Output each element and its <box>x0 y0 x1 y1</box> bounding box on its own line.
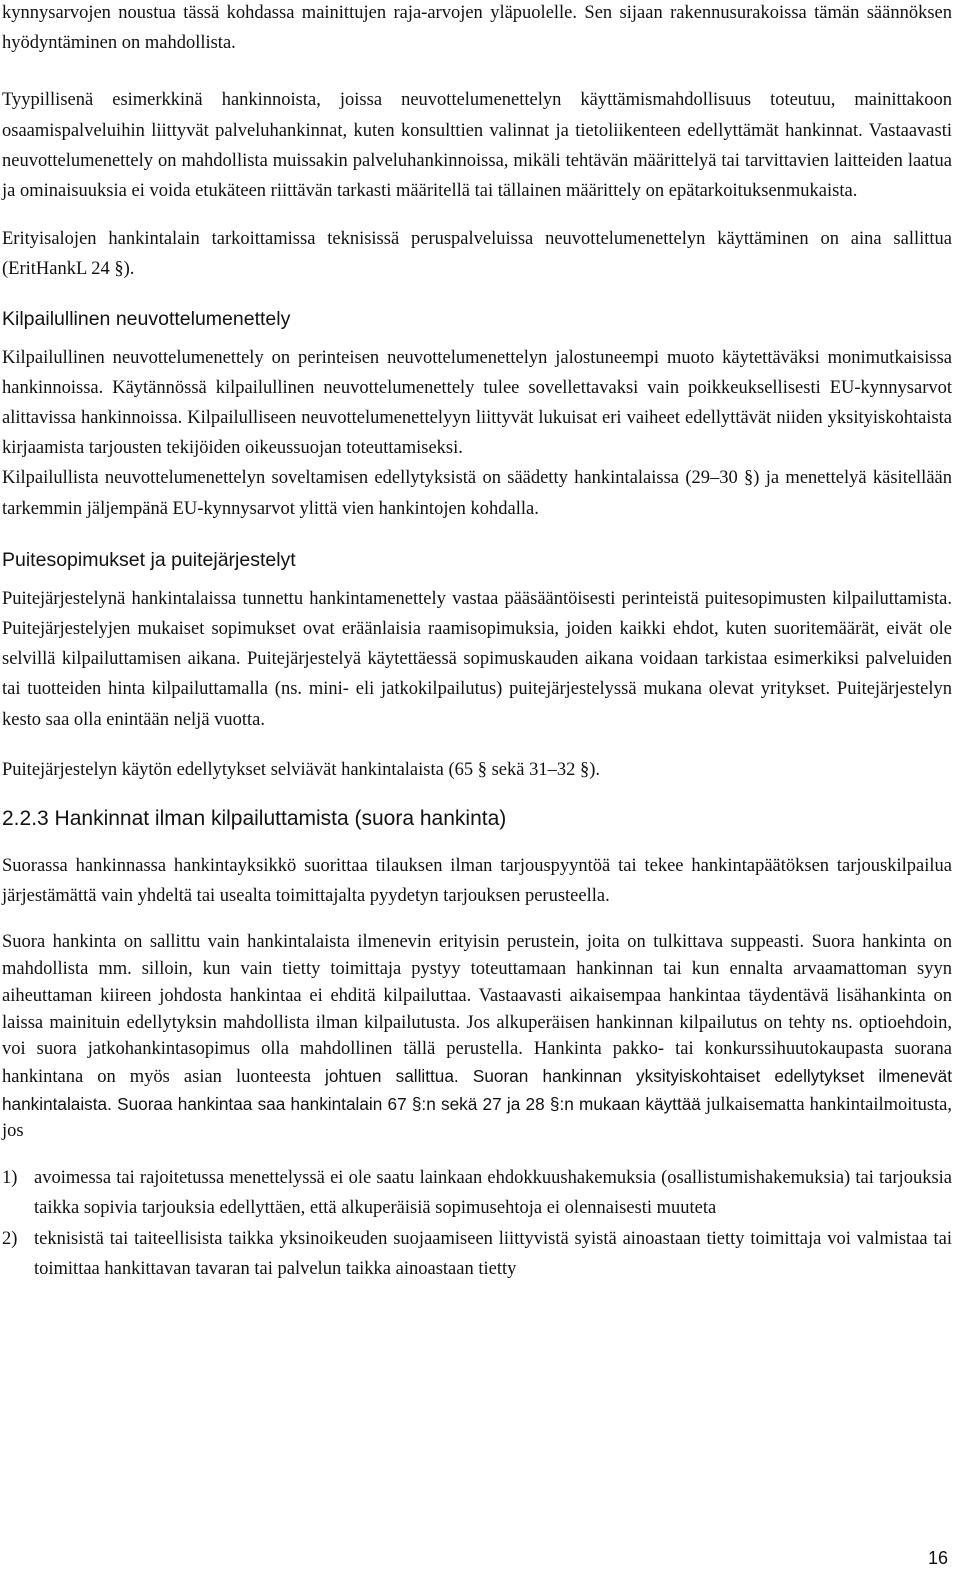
paragraph: Erityisalojen hankintalain tarkoittamissa teknisissä peruspalveluissa neuvottelumenettelyn käyttäminen on aina sallittua (EritHankL 24 §). <box>2 229 952 280</box>
paragraph-text-sans: johtuen sallittua. Suoran hankinnan yksityiskohtaiset edellytykset ilmenevät hankintalaista. Suoraa hankintaa saa hankintalain 67 §:n sekä 27 ja 28 §:n mukaan käyttää <box>2 1065 952 1114</box>
paragraph: Puitejärjestelynä hankintalaissa tunnettu hankintamenettely vastaa pääsääntöisesti perinteistä puitesopimusten kilpailuttamista. Puitejärjestelyjen mukaiset sopimukset ovat eräänlaisia raamisopimuksia, joiden kaikki ehdot, kuten suoritemäärät, eivät ole selvillä kilpailuttamisen aikana. Puitejärjestelyä käytettäessä sopimuskauden aikana voidaan tarkistaa esimerkiksi palveluiden tai tuotteiden hinta kilpailuttamalla (ns. mini- eli jatkokilpailutus) puitejärjestelyssä mukana olevat yritykset. Puitejärjestelyn kesto saa olla enintään neljä vuotta. <box>2 588 952 730</box>
list-item-number: 1) <box>2 1168 18 1189</box>
paragraph: Kilpailullista neuvottelumenettelyn soveltamisen edellytyksistä on säädetty hankintalaissa (29–30 §) ja menettelyä käsitellään tarkemmin jäljempänä EU-kynnysarvot ylittä vien hankintojen kohdalla. <box>2 468 952 519</box>
list-item-text: avoimessa tai rajoitetussa menettelyssä ei ole saatu lainkaan ehdokkuushakemuksia (osallistumishakemuksia) tai tarjouksia taikka sopivia tarjouksia edellyttäen, että alkuperäisiä sopimusehtoja ei olennaisesti muuteta <box>34 1168 952 1219</box>
list-item <box>2 1224 952 1284</box>
numbered-list <box>2 1163 952 1284</box>
list-item <box>2 1163 952 1223</box>
page-number: 16 <box>927 1548 948 1568</box>
paragraph-text: julkaisematta hankintailmoitusta, jos <box>2 1094 952 1142</box>
list-item-number: 2) <box>2 1228 18 1249</box>
list-item-text: teknisistä tai taiteellisista taikka yksinoikeuden suojaamiseen liittyvistä syistä ainoastaan tietty toimittaja voi valmistaa tai toimittaa hankittavan tavaran tai palvelun taikka ainoastaan tietty <box>34 1228 952 1279</box>
paragraph: Puitejärjestelyn käytön edellytykset selviävät hankintalaista (65 § sekä 31–32 §). <box>2 759 601 780</box>
section-heading: Kilpailullinen neuvottelumenettely <box>2 307 291 330</box>
section-heading: Puitesopimukset ja puitejärjestelyt <box>2 548 296 571</box>
paragraph: Kilpailullinen neuvottelumenettely on perinteisen neuvottelumenettelyn jalostuneempi muoto käytettäväksi monimutkaisissa hankinnoissa. Käytännössä kilpailullinen neuvottelumenettely tulee sovellettavaksi vain poikkeuksellisesti EU-kynnysarvot alittavissa hankinnoissa. Kilpailulliseen neuvottelumenettelyyn liittyvät lukuisat eri vaiheet edellyttävät niiden yksityiskohtaista kirjaamista tarjousten tekijöiden oikeussuojan toteuttamiseksi. <box>2 347 952 459</box>
paragraph: Tyypillisenä esimerkkinä hankinnoista, joissa neuvottelumenettelyn käyttämismahdollisuus toteutuu, mainittakoon osaamispalveluihin liittyvät palveluhankinnat, kuten konsulttien valinnat ja tietoliikenteen edellyttämät hankinnat. Vastaavasti neuvottelumenettely on mahdollista muissakin palveluhankinnoissa, mikäli tehtävän määrittelyä tai tarvittavien laitteiden laatua ja ominaisuuksia ei voida etukäteen riittävän tarkasti määritellä tai tällainen määrittely on epätarkoituksenmukaista. <box>2 90 952 202</box>
paragraph <box>2 929 952 1145</box>
paragraph-text: Suora hankinta on sallittu vain hankintalaista ilmenevin erityisin perustein, joita on tulkittava suppeasti. Suora hankinta on mahdollista mm. silloin, kun vain tietty toimittaja pystyy toteuttamaan hankinnan tai kun ennalta arvaamattoman syyn aiheuttaman kiireen johdosta hankintaa ei ehditä kilpailuttaa. Vastaavasti aikaisempaa hankintaa täydentävä lisähankinta on laissa mainituin edellytyksin mahdollista ilman kilpailutusta. Jos alkuperäisen hankinnan kilpailutus on tehty ns. optioehdoin, voi suora jatkohankintasopimus olla mahdollinen tällä perustella. Hankinta pakko- tai konkurssihuutokaupasta suorana hankintana on myös asian luonteesta <box>2 932 952 1087</box>
subsection-heading: 2.2.3 Hankinnat ilman kilpailuttamista (suora hankinta) <box>2 807 507 831</box>
paragraph: kynnysarvojen noustua tässä kohdassa mainittujen raja-arvojen yläpuolelle. Sen sijaan rakennusurakoissa tämän säännöksen hyödyntäminen on mahdollista. <box>2 3 952 54</box>
paragraph: Suorassa hankinnassa hankintayksikkö suorittaa tilauksen ilman tarjouspyyntöä tai tekee hankintapäätöksen tarjouskilpailua järjestämättä vain yhdeltä tai usealta toimittajalta pyydetyn tarjouksen perusteella. <box>2 856 952 907</box>
